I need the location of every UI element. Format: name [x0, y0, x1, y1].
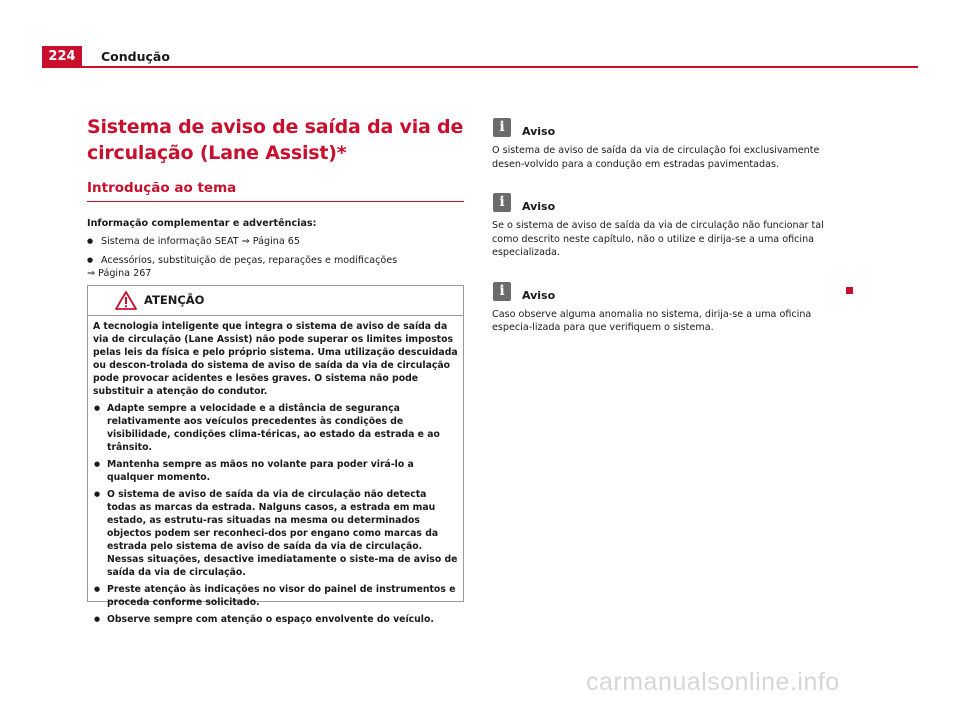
warning-item: ● Preste atenção às indicações no visor do painel de instrumentos e proceda conforme solicitado.	[93, 583, 458, 609]
section-title-line2: circulação (Lane Assist)*	[87, 142, 347, 164]
note-text: Se o sistema de aviso de saída da via de circulação não funcionar tal como descrito neste capítulo, não o utilize e dirija-se a uma oficina especializada.	[492, 220, 824, 258]
subsection-title: Introdução ao tema	[87, 180, 464, 202]
warning-triangle-icon	[115, 291, 137, 310]
note-header	[492, 282, 852, 304]
note-text: Caso observe alguma anomalia no sistema, dirija-se a uma oficina especia-lizada para que verifiquem o sistema.	[492, 308, 812, 333]
warning-item: ● Mantenha sempre as mãos no volante para poder virá-lo a qualquer momento.	[93, 458, 458, 484]
info-icon: i	[493, 282, 511, 301]
note-text: O sistema de aviso de saída da via de circulação foi exclusivamente desen-volvido para a condução em estradas pavimentadas.	[492, 145, 820, 170]
warning-body	[88, 316, 463, 626]
section-end-marker	[846, 287, 853, 294]
warning-title: ATENÇÃO	[144, 293, 205, 307]
page-number: 224	[42, 46, 82, 68]
note-title: Aviso	[522, 200, 556, 213]
running-title: Condução	[101, 49, 170, 64]
note-block	[492, 282, 852, 335]
warning-item: ● O sistema de aviso de saída da via de circulação não detecta todas as marcas da estrada. Nalguns casos, a estrada em mau estado, as estrutu-ras situadas na mesma ou determinados objectos podem ser reconheci-dos por engano como marcas da estrada pelo sistema de aviso de saída da via de circulação. Nessas situações, desactive imediatamente o siste-ma de aviso de saída da via de circulação.	[93, 488, 458, 579]
info-icon: i	[493, 118, 511, 137]
list-item-continuation: ⇒ Página 267	[87, 268, 152, 279]
watermark: carmanualsonline.info	[586, 668, 840, 696]
note-header	[492, 118, 852, 140]
section-title-line1: Sistema de aviso de saída da via de	[87, 116, 464, 138]
note-title: Aviso	[522, 125, 556, 138]
list-item-text: Acessórios, substituição de peças, reparações e modificações	[101, 254, 398, 266]
lead-text: Informação complementar e advertências:	[87, 218, 317, 229]
list-item-text: Sistema de informação SEAT ⇒ Página 65	[101, 236, 300, 247]
warning-item: ● Adapte sempre a velocidade e a distância de segurança relativamente aos veículos precedentes às condições de visibilidade, condições clima-téricas, ao estado da estrada e ao trânsito.	[93, 402, 458, 454]
list-item	[87, 235, 464, 249]
note-block	[492, 118, 852, 171]
left-column	[87, 114, 464, 286]
warning-intro: A tecnologia inteligente que integra o sistema de aviso de saída da via de circulação (Lane Assist) não pode superar os limites impostos pelas leis da física e pelo próprio sistema. Uma utilização descuidada ou descon-trolada do sistema de aviso de saída da via de circulação pode provocar acidentes e lesões graves. O sistema não pode substituir a atenção do condutor.	[93, 321, 458, 397]
section-title	[87, 114, 464, 166]
warning-box	[87, 285, 464, 625]
list-item	[87, 254, 464, 268]
header-rule	[42, 66, 918, 68]
note-block	[492, 193, 852, 260]
note-title: Aviso	[522, 288, 556, 302]
warning-item: ● Observe sempre com atenção o espaço envolvente do veículo.	[93, 613, 458, 626]
info-icon: i	[493, 193, 511, 212]
right-column	[492, 118, 852, 335]
note-header	[492, 193, 852, 215]
warning-header	[88, 286, 463, 316]
